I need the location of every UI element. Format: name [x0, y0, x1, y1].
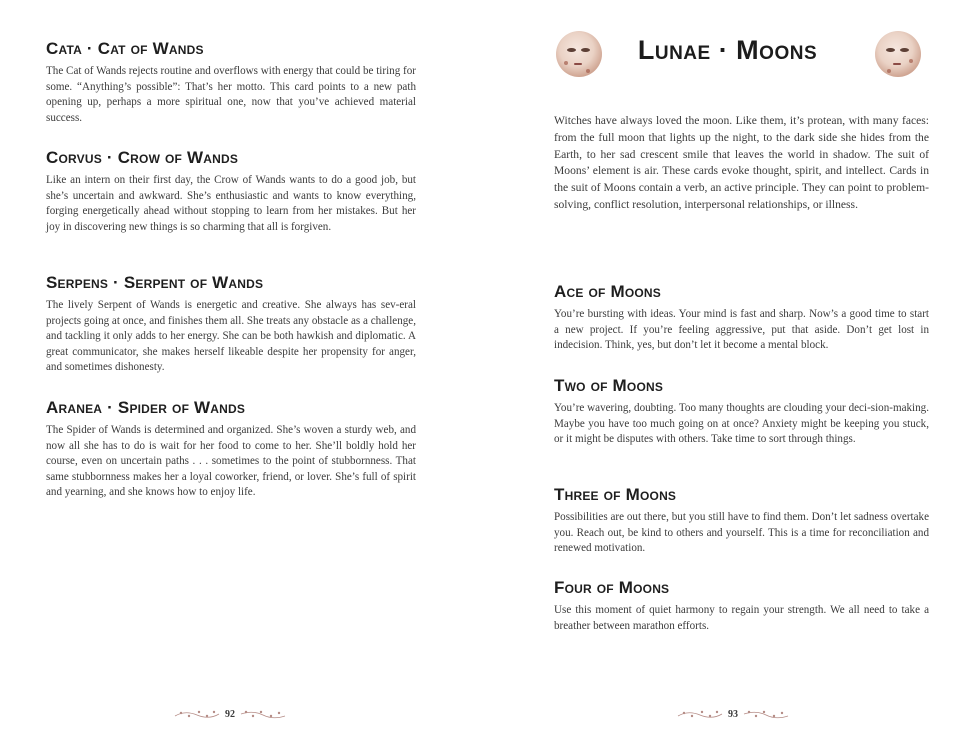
separator: ·: [113, 273, 119, 292]
latin-name: Serpens: [46, 273, 109, 292]
entry-text: Use this moment of quiet harmony to regain your strength. We all need to take a breather between marathon efforts.: [554, 604, 929, 632]
entry-two-of-moons: [554, 375, 929, 448]
right-page: [485, 0, 970, 744]
entry-ace-of-moons: [554, 281, 929, 354]
separator: ·: [106, 148, 113, 167]
entry-heading: [46, 397, 416, 419]
section-title: Lunae · Moons: [637, 35, 818, 65]
card-name: Cat of Wands: [97, 39, 204, 58]
entry-three-of-moons: [554, 484, 929, 557]
card-name: Three of Moons: [554, 485, 677, 504]
separator: ·: [86, 39, 93, 58]
intro-text: Witches have always loved the moon. Like them, it’s protean, with many faces: from the full moon that lights up the night, to the dark side she hides from the Earth, to her sad crescent smile that leaves the world in shadow. The suit of Moons’ element is air. These cards evoke thought, spirit, and intellect. Cards in the suit of Moons contain a verb, an active principle. They can point to problem-solving, conflict resolution, interpersonal relationships, or illness.: [554, 114, 929, 211]
page-number: 93: [728, 708, 738, 720]
latin-name: Cata: [46, 39, 82, 58]
card-name: Serpent of Wands: [123, 273, 264, 292]
card-name: Crow of Wands: [117, 148, 239, 167]
entry-text: You’re bursting with ideas. Your mind is fast and sharp. Now’s a good time to start a new project. If you’re feeling aggressive, put that aside. Don’t get lost in indecision. Think, yes, but don’t let it become a mental block.: [554, 308, 929, 352]
entry-four-of-moons: [554, 577, 929, 634]
page-number: 92: [225, 708, 235, 720]
latin-name: Corvus: [46, 148, 102, 167]
section-intro: [554, 113, 929, 214]
entry-serpent-of-wands: [46, 272, 416, 376]
latin-name: Aranea: [46, 398, 103, 417]
entry-heading: [46, 38, 416, 60]
entry-text: Like an intern on their first day, the Crow of Wands wants to do a good job, but she’s uncertain and awkward. She’s enthusiastic and wants to know everything, forging energetically ahead without stopping to learn from her mistakes. But her joy in discovering new things is so charming that all is forgiven.: [46, 174, 416, 233]
entry-text: The Cat of Wands rejects routine and overflows with energy that could be tiring for some. “Anything’s possible”: That’s her motto. This card points to a new path opening up, perhaps a more spiritual one, now that you’ve achieved material success.: [46, 65, 416, 124]
entry-text: You’re wavering, doubting. Too many thoughts are clouding your deci-sion-making. Maybe you have too much going on at once? Anxiety might be keeping you stuck, or it might be disputes with others. Take time to sort through things.: [554, 402, 929, 446]
entry-spider-of-wands: [46, 397, 416, 501]
vine-ornament-icon: [742, 708, 790, 720]
entry-heading: [46, 272, 416, 294]
entry-heading: [46, 147, 416, 169]
card-name: Spider of Wands: [117, 398, 246, 417]
vine-ornament-icon: [676, 708, 724, 720]
separator: ·: [107, 398, 113, 417]
entry-text: The lively Serpent of Wands is energetic and creative. She always has sev-eral projects going at once, and finishes them all. She treats any obstacle as a challenge, and tackling it only adds to her energy. She can be both hawkish and diplomatic. A great communicator, she makes herself likeable despite her propensity for anger, and sometimes dishonesty.: [46, 299, 416, 374]
page-footer: [673, 708, 793, 720]
vine-ornament-icon: [239, 708, 287, 720]
entry-crow-of-wands: [46, 147, 416, 235]
entry-text: Possibilities are out there, but you still have to find them. Don’t let sadness overtake you. Reach out, be kind to others and yourself. This is a time for reconciliation and renewed motivation.: [554, 511, 929, 555]
moon-face-illustration: [875, 31, 921, 77]
entry-cat-of-wands: [46, 38, 416, 126]
card-name: Two of Moons: [554, 376, 664, 395]
vine-ornament-icon: [173, 708, 221, 720]
page-footer: [170, 708, 290, 720]
card-name: Four of Moons: [554, 578, 670, 597]
card-name: Ace of Moons: [554, 282, 661, 301]
entry-text: The Spider of Wands is determined and organized. She’s woven a sturdy web, and now all she has to do is wait for her food to come to her. She’ll boldly hold her course, even on uncertain paths . . . sometimes to the point of stubbornness. That same stubbornness makes her a loyal coworker, friend, or lover. She’s full of spirit and yearning, and she knows how to enjoy life.: [46, 424, 416, 499]
